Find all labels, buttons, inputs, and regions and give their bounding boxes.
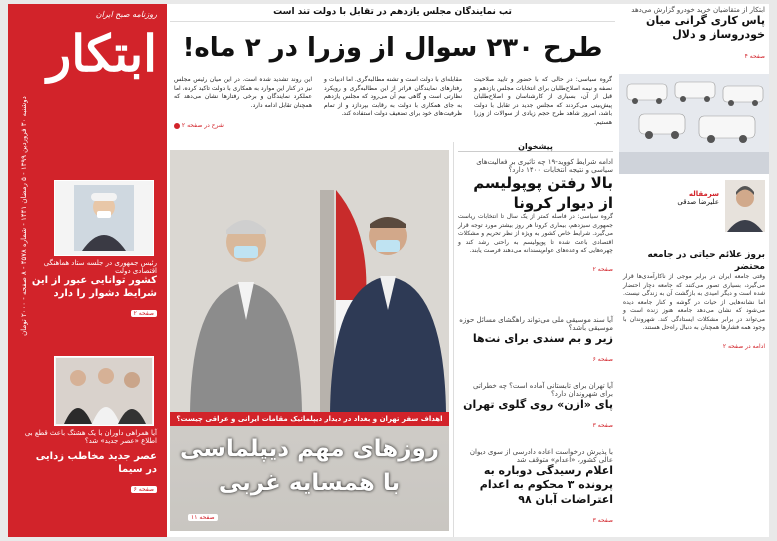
masthead-strip <box>8 4 167 537</box>
author-photo-icon <box>725 180 765 232</box>
mid-story-4 <box>458 448 613 526</box>
main-story-continued <box>174 122 224 129</box>
cars-photo-icon <box>619 74 769 174</box>
left-news-1 <box>22 259 157 319</box>
left-news-2-headline[interactable]: عصر جدید مخاطب زدایی در سیما <box>35 451 157 475</box>
mid-story-4-page: صفحه ۳ <box>592 516 613 524</box>
car-story-page: صفحه ۴ <box>744 52 765 60</box>
right-column <box>619 4 769 537</box>
lead-photo-headline-line2: با همسایه غربی <box>218 470 401 496</box>
mid-story-1-page: صفحه ۲ <box>592 265 613 273</box>
mid-story-1-headline[interactable]: بالا رفتن پوپولیسم از دیوار کرونا <box>473 174 613 212</box>
masthead-logo <box>12 6 163 134</box>
author-info <box>677 190 719 206</box>
car-story-kicker: ابتکار از متقاضیان خرید خودرو گزارش می‌دهد <box>631 6 765 14</box>
car-story <box>623 6 765 62</box>
president-photo <box>54 180 154 256</box>
lead-photo-page: صفحه ۱۱ <box>188 514 218 521</box>
person-photo-icon <box>74 185 134 251</box>
left-news-2-caption: آیا همراهی داوران با یک هشتگ باعث قطع بی اطلاع «عصر جدید» شد؟ <box>24 429 157 445</box>
lead-photo-headline[interactable] <box>170 432 449 500</box>
bullet-icon <box>174 123 180 129</box>
middle-column <box>453 142 616 537</box>
column-author: علیرضا صدقی <box>677 198 719 206</box>
top-kicker: تب نمایندگان مجلس یازدهم در تقابل با دولت تند است <box>170 4 615 22</box>
author-photo <box>725 180 765 232</box>
mid-story-2-headline[interactable]: زیر و بم سندی برای نت‌ها <box>472 332 613 345</box>
column-label: سرمقاله <box>688 190 719 198</box>
left-news-2 <box>22 429 157 495</box>
mid-story-3-page: صفحه ۳ <box>592 422 613 430</box>
editorial-headline[interactable]: بروز علائم حیاتی در جامعه محتضر <box>647 250 765 272</box>
mid-story-3 <box>458 382 613 431</box>
mid-story-2 <box>458 316 613 365</box>
masthead-date-line: دوشنبه ۳۰ فروردین ۱۳۹۹ - ۵ رمضان ۱۴۴۱ - شماره ۴۵۷۸ - ۸ صفحه - ۲۰۰۰ تومان <box>20 96 28 336</box>
main-story-columns <box>174 76 612 138</box>
left-news-1-headline[interactable]: کشور توانایی عبور از این شرایط دشوار را دارد <box>31 275 157 299</box>
section-title: پیشخوان <box>458 142 613 152</box>
cars-photo <box>619 74 769 174</box>
mid-story-1 <box>458 158 613 275</box>
editorial <box>623 250 765 352</box>
main-story-col-2: مقابله‌ای با دولت است و تشنه مطالبه‌گری. اما ادبیات و رفتارهای نمایندگان فراتر از این مطالبه‌گری و رویکرد نظارتی است و گاهی بیم آن می‌رود که مجلس یازدهم به جای همکاری با دولت به رقابت بپردازد و از تمام ظرفیت‌های خود برای تضعیف دولت استفاده کند. <box>324 76 462 117</box>
left-news-2-page: صفحه ۶ <box>131 486 157 493</box>
main-story-col-3: این روند تشدید شده است. در این میان رئیس مجلس نیز در کنار این موارد به همکاری با دولت تاکید کرده، اما عملکرد نمایندگان و برخی رفتارها نشان می‌دهد که همچنان تقابل ادامه دارد. <box>174 76 312 109</box>
mid-story-3-headline[interactable]: پای «ازن» روی گلوی تهران <box>463 398 613 411</box>
mid-story-1-text: گروه سیاسی: در فاصله کمتر از یک سال تا انتخابات ریاست جمهوری سیزدهم، بیماری کرونا هر روز بیشتر مورد توجه قرار می‌گیرد. شرایط خاص کشور به ویژه از نظر تحریم و مشکلات اقتصادی باعث شده تا پوپولیسم به راحتی رشد کند و چهره‌هایی که وعده‌های عوام‌پسندانه می‌دهند فرصت یابند. <box>458 213 613 254</box>
editorial-page: ادامه در صفحه ۲ <box>722 342 765 350</box>
main-headline[interactable]: طرح ۲۳۰ سوال از وزرا در ۲ ماه! <box>182 33 603 63</box>
lead-photo-headline-line1: روزهای مهم دیپلماسی <box>179 436 440 462</box>
editorial-text: وقتی جامعه ایران در برابر موجی از ناکارآمدی‌ها قرار می‌گیرد، بسیاری تصور می‌کنند که جامعه دچار احتضار شده است و دیگر امیدی به بازگشت آن به زندگی نیست. اما نشانه‌هایی از حیات در گوشه و کنار جامعه دیده می‌شود که نشان می‌دهد جامعه هنوز زنده است و می‌تواند در برابر مشکلات ایستادگی کند. شهروندان با وجود همه فشارها همچنان به دنبال راه‌حل هستند. <box>623 273 765 332</box>
left-news-1-caption: رئیس جمهوری در جلسه ستاد هماهنگی اقتصادی دولت <box>43 259 157 275</box>
diplomats-photo-icon <box>170 150 449 412</box>
mid-story-4-kicker: با پذیرش درخواست اعاده دادرسی از سوی دیوان عالی کشور، «اعدام» متوقف شد <box>469 448 613 464</box>
tv-show-photo <box>54 356 154 426</box>
main-story-continued-label: شرح در صفحه ۲ <box>181 122 224 129</box>
left-news-1-page: صفحه ۲ <box>131 310 157 317</box>
mid-story-3-kicker: آیا تهران برای تابستانی آماده است؟ چه خطراتی برای شهروندان دارد؟ <box>472 382 613 398</box>
main-story-col-1: گروه سیاسی: در حالی که با حضور و تایید صلاحیت نصفه و نیمه اصلاح‌طلبان برای انتخابات مجلس یازدهم و قبل از آن، بسیاری از کارشناسان و اصلاح‌طلبان پیش‌بینی می‌کردند که مجلس جدید در تقابل با دولت باشد، امروز شاهد طرح حجم زیادی از سوالات از وزرا هستیم. <box>474 76 612 126</box>
masthead-tagline: روزنامه صبح ایران <box>95 10 157 19</box>
car-story-headline[interactable]: پاس کاری گرانی میان خودروساز و دلال <box>646 14 765 42</box>
mid-story-2-kicker: آیا سند موسیقی ملی می‌تواند راهگشای مسائل حوزه موسیقی باشد؟ <box>459 316 613 332</box>
mid-story-4-headline[interactable]: اعلام رسیدگی دوباره به پرونده ۳ محکوم به اعدام اعتراضات آبان ۹۸ <box>479 464 613 506</box>
newspaper-page <box>8 4 769 537</box>
mid-story-1-kicker: ادامه شرایط کووید-۱۹ چه تاثیری بر فعالیت‌های سیاسی و نتیجه انتخابات ۱۴۰۰ دارد؟ <box>476 158 613 174</box>
lead-photo-caption: اهداف سفر تهران و بغداد در دیدار دیپلماتیک مقامات ایرانی و عراقی چیست؟ <box>170 412 449 426</box>
masthead-title: ابتکار <box>47 24 157 83</box>
group-photo-icon <box>56 358 152 424</box>
mid-story-2-page: صفحه ۶ <box>592 356 613 364</box>
editorial-author <box>623 180 765 244</box>
lead-photo <box>170 150 449 531</box>
